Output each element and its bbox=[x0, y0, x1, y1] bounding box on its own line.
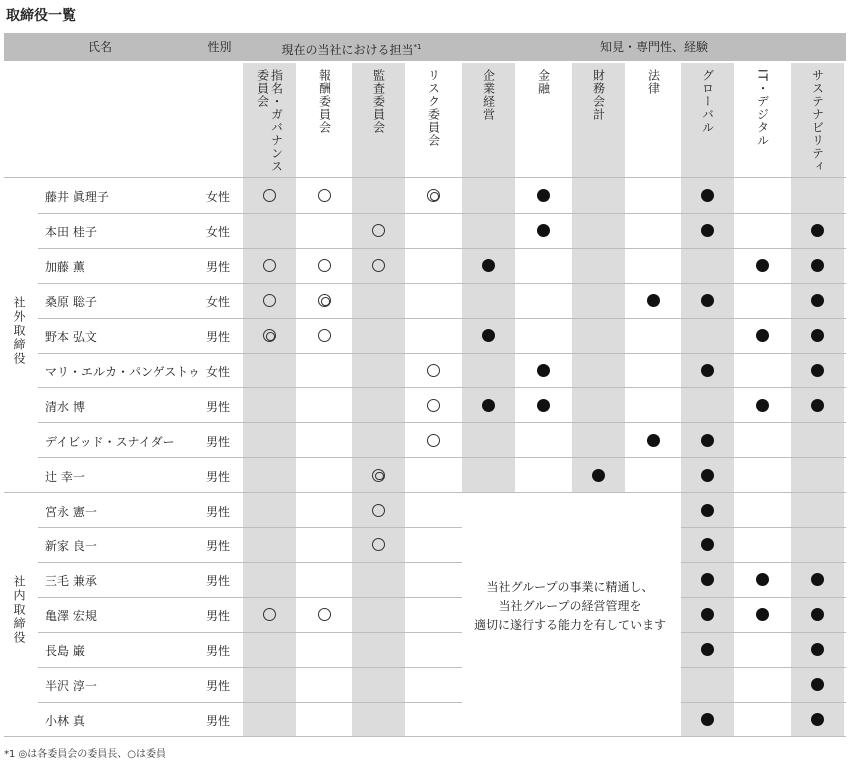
double-circle-icon bbox=[318, 294, 331, 307]
filled-dot-icon bbox=[811, 399, 824, 412]
column-header-aud: 監査委員会 bbox=[371, 69, 386, 134]
circle-icon bbox=[318, 329, 331, 342]
director-name: 小林 真 bbox=[45, 713, 85, 728]
filled-dot-icon bbox=[756, 259, 769, 272]
director-name: 加藤 薫 bbox=[45, 260, 85, 275]
filled-dot-icon bbox=[537, 189, 550, 202]
filled-dot-icon bbox=[701, 364, 714, 377]
row-divider bbox=[38, 527, 462, 528]
director-name: 野本 弘文 bbox=[45, 330, 97, 345]
director-gender: 男性 bbox=[206, 434, 231, 449]
column-header-acct: 財務会計 bbox=[591, 69, 606, 121]
director-gender: 男性 bbox=[206, 713, 231, 728]
header-divider bbox=[4, 177, 846, 178]
column-header-glob: グローバル bbox=[700, 69, 715, 134]
header-name: 氏名 bbox=[87, 40, 112, 54]
filled-dot-icon bbox=[592, 469, 605, 482]
circle-icon bbox=[427, 399, 440, 412]
row-divider bbox=[4, 736, 846, 737]
filled-dot-icon bbox=[756, 399, 769, 412]
column-header-law: 法律 bbox=[646, 69, 661, 95]
row-divider bbox=[38, 387, 846, 388]
row-divider bbox=[681, 562, 846, 563]
director-name: 宮永 憲一 bbox=[45, 504, 97, 519]
column-header-rem: 報酬委員会 bbox=[317, 69, 332, 134]
director-name: マリ・エルカ・パンゲストゥ bbox=[45, 364, 200, 379]
circle-icon bbox=[427, 434, 440, 447]
row-divider bbox=[681, 597, 846, 598]
director-name: 桑原 聡子 bbox=[45, 295, 97, 310]
filled-dot-icon bbox=[811, 364, 824, 377]
filled-dot-icon bbox=[647, 434, 660, 447]
row-divider bbox=[681, 667, 846, 668]
director-gender: 女性 bbox=[206, 364, 231, 379]
filled-dot-icon bbox=[701, 504, 714, 517]
row-divider bbox=[38, 667, 462, 668]
row-divider bbox=[38, 248, 846, 249]
row-divider bbox=[38, 597, 462, 598]
row-divider bbox=[681, 527, 846, 528]
circle-icon bbox=[318, 189, 331, 202]
row-divider bbox=[38, 562, 462, 563]
director-gender: 男性 bbox=[206, 469, 231, 484]
director-name: 清水 博 bbox=[45, 399, 85, 414]
director-gender: 女性 bbox=[206, 295, 231, 310]
group-label-1: 社内取締役 bbox=[12, 575, 26, 646]
filled-dot-icon bbox=[647, 294, 660, 307]
director-gender: 男性 bbox=[206, 539, 231, 554]
row-divider bbox=[38, 318, 846, 319]
column-header-it: IT・デジタル bbox=[755, 69, 770, 147]
filled-dot-icon bbox=[756, 329, 769, 342]
row-divider bbox=[4, 492, 846, 493]
page-title: 取締役一覧 bbox=[6, 8, 76, 24]
circle-icon bbox=[372, 504, 385, 517]
column-header-nom: 指名・ガバナンス委員会 bbox=[255, 69, 284, 173]
column-header-risk: リスク委員会 bbox=[426, 69, 441, 147]
filled-dot-icon bbox=[537, 399, 550, 412]
director-name: 亀澤 宏規 bbox=[45, 609, 97, 624]
header-gender: 性別 bbox=[207, 40, 232, 54]
director-name: 新家 良一 bbox=[45, 539, 97, 554]
filled-dot-icon bbox=[701, 469, 714, 482]
director-gender: 男性 bbox=[206, 609, 231, 624]
header-committees-label: 現在の当社における担当 bbox=[281, 43, 414, 57]
double-circle-icon bbox=[263, 329, 276, 342]
column-header-sus: サステナビリティ bbox=[810, 69, 825, 173]
row-divider bbox=[38, 632, 462, 633]
director-gender: 男性 bbox=[206, 644, 231, 659]
group-label-0: 社外取締役 bbox=[12, 296, 26, 367]
circle-icon bbox=[427, 364, 440, 377]
director-name: 辻 幸一 bbox=[45, 469, 85, 484]
filled-dot-icon bbox=[811, 678, 824, 691]
filled-dot-icon bbox=[537, 224, 550, 237]
header-committees-note: *1 bbox=[413, 43, 422, 51]
director-gender: 女性 bbox=[206, 190, 231, 205]
row-divider bbox=[38, 457, 846, 458]
director-gender: 男性 bbox=[206, 679, 231, 694]
filled-dot-icon bbox=[482, 399, 495, 412]
header-expertise: 知見・専門性、経験 bbox=[599, 40, 708, 54]
row-divider bbox=[38, 422, 846, 423]
director-gender: 女性 bbox=[206, 225, 231, 240]
filled-dot-icon bbox=[482, 329, 495, 342]
row-divider bbox=[38, 213, 846, 214]
filled-dot-icon bbox=[537, 364, 550, 377]
director-gender: 男性 bbox=[206, 260, 231, 275]
column-header-corp: 企業経営 bbox=[481, 69, 496, 121]
director-name: 藤井 眞理子 bbox=[45, 190, 109, 205]
director-gender: 男性 bbox=[206, 574, 231, 589]
row-divider bbox=[38, 353, 846, 354]
director-name: デイビッド・スナイダー bbox=[45, 434, 175, 449]
director-gender: 男性 bbox=[206, 330, 231, 345]
circle-icon bbox=[318, 608, 331, 621]
double-circle-icon bbox=[427, 189, 440, 202]
director-gender: 男性 bbox=[206, 399, 231, 414]
row-divider bbox=[38, 283, 846, 284]
internal-directors-note: 当社グループの事業に精通し、 当社グループの経営管理を 適切に遂行する能力を有しています bbox=[473, 580, 666, 632]
filled-dot-icon bbox=[811, 329, 824, 342]
filled-dot-icon bbox=[701, 434, 714, 447]
row-divider bbox=[681, 632, 846, 633]
filled-dot-icon bbox=[701, 713, 714, 726]
director-name: 半沢 淳一 bbox=[45, 679, 97, 694]
row-divider bbox=[681, 702, 846, 703]
circle-icon bbox=[318, 259, 331, 272]
director-name: 長島 巌 bbox=[45, 644, 85, 659]
filled-dot-icon bbox=[756, 608, 769, 621]
director-name: 本田 桂子 bbox=[45, 225, 97, 240]
footnote: *1 ◎は各委員会の委員長、○は委員 bbox=[4, 749, 166, 760]
column-header-fin: 金融 bbox=[536, 69, 551, 95]
double-circle-icon bbox=[372, 469, 385, 482]
director-name: 三毛 兼承 bbox=[45, 574, 97, 589]
filled-dot-icon bbox=[756, 573, 769, 586]
header-committees bbox=[243, 33, 460, 64]
director-gender: 男性 bbox=[206, 504, 231, 519]
filled-dot-icon bbox=[811, 713, 824, 726]
row-divider bbox=[38, 702, 462, 703]
